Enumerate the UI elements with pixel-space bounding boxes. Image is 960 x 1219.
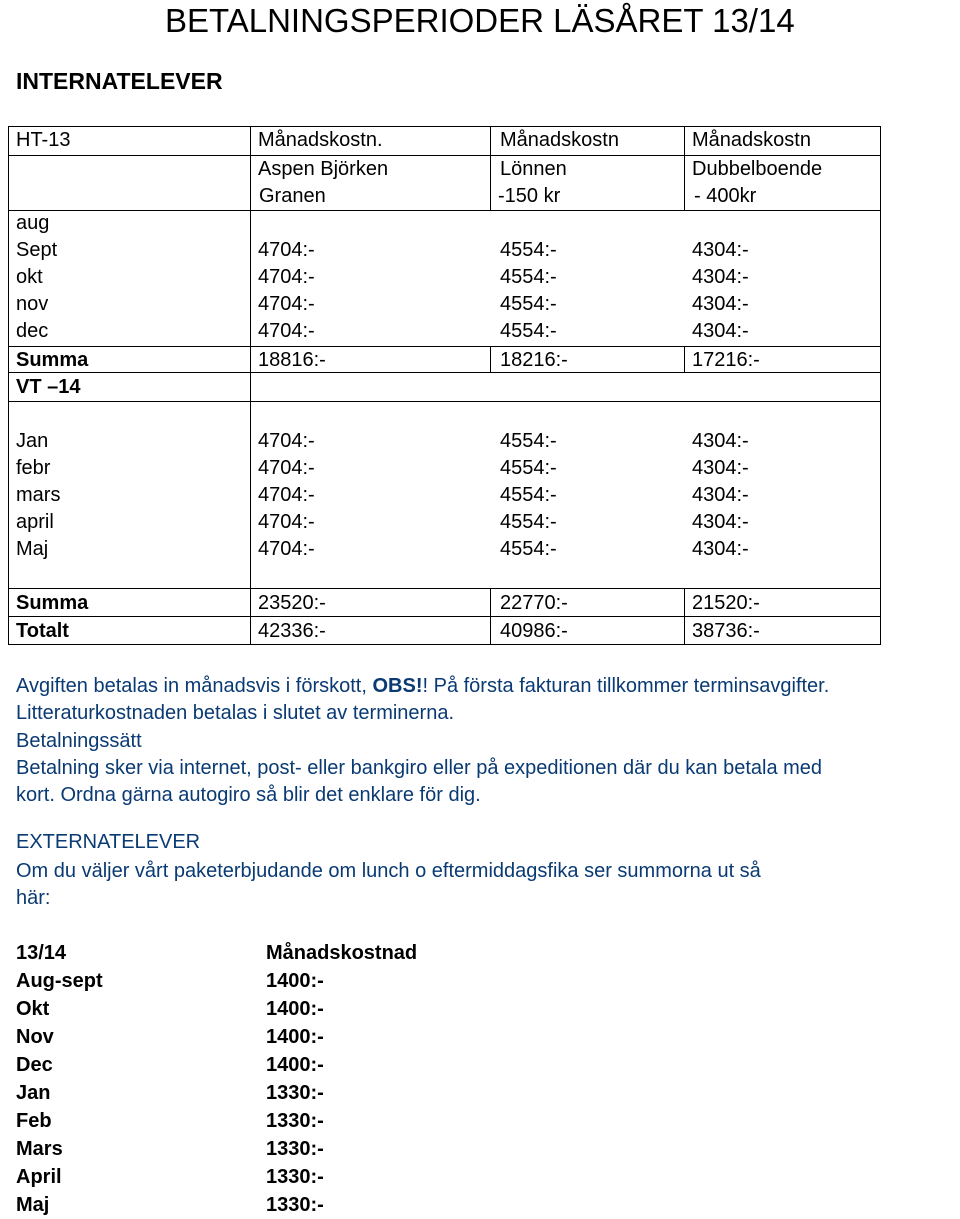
period-label-ht13: HT-13 xyxy=(16,129,71,151)
summa-value: 18216:- xyxy=(500,349,568,371)
ext-row-value: 1330:- xyxy=(266,1166,324,1188)
table-border xyxy=(684,126,685,210)
cell-value: 4704:- xyxy=(258,293,315,315)
ext-row-value: 1400:- xyxy=(266,998,324,1020)
cell-value: 4304:- xyxy=(692,457,749,479)
month-label: dec xyxy=(16,320,49,342)
cell-value: 4304:- xyxy=(692,266,749,288)
cell-value: 4554:- xyxy=(500,430,557,452)
totalt-label: Totalt xyxy=(16,620,69,642)
col-subheader-1a: Aspen Björken xyxy=(258,158,389,180)
table-border xyxy=(490,588,491,645)
cell-value: 4704:- xyxy=(258,430,315,452)
summa-label: Summa xyxy=(16,349,89,371)
table-border xyxy=(490,126,491,210)
note-package-offer-cont: här: xyxy=(16,887,51,909)
summa-value: 23520:- xyxy=(258,592,326,614)
heading-betalningssatt: Betalningssätt xyxy=(16,730,142,752)
table-border xyxy=(250,126,251,645)
ext-row-value: 1330:- xyxy=(266,1082,324,1104)
cell-value: 4304:- xyxy=(692,293,749,315)
ext-row-value: 1400:- xyxy=(266,1054,324,1076)
totalt-value: 40986:- xyxy=(500,620,568,642)
note-text: Avgiften betalas in månadsvis i förskott, xyxy=(16,675,373,697)
summa-value: 21520:- xyxy=(692,592,760,614)
ext-header-cost: Månadskostnad xyxy=(266,942,418,964)
cell-value: 4554:- xyxy=(500,293,557,315)
table-border xyxy=(8,616,881,617)
cell-value: 4704:- xyxy=(258,320,315,342)
note-literature: Litteraturkostnaden betalas i slutet av terminerna. xyxy=(16,702,455,724)
ext-row-label: Okt xyxy=(16,998,50,1020)
ext-row-label: Feb xyxy=(16,1110,52,1132)
month-label: Sept xyxy=(16,239,58,261)
cell-value: 4704:- xyxy=(258,239,315,261)
ext-row-value: 1400:- xyxy=(266,1026,324,1048)
ext-row-label: Maj xyxy=(16,1194,50,1216)
fee-table xyxy=(8,126,881,645)
month-label: febr xyxy=(16,457,51,479)
summa-value: 17216:- xyxy=(692,349,760,371)
table-border xyxy=(8,210,881,211)
period-label-vt14: VT –14 xyxy=(16,376,81,398)
table-border xyxy=(8,126,9,645)
summa-value: 18816:- xyxy=(258,349,326,371)
col-subheader-2a: Lönnen xyxy=(500,158,567,180)
ext-row-label: Nov xyxy=(16,1026,54,1048)
summa-label: Summa xyxy=(16,592,89,614)
heading-externatelever: EXTERNATELEVER xyxy=(16,831,201,853)
cell-value: 4304:- xyxy=(692,320,749,342)
obs-label: OBS! xyxy=(372,675,423,697)
table-border xyxy=(8,588,881,589)
table-border xyxy=(684,346,685,372)
ext-header-period: 13/14 xyxy=(16,942,67,964)
note-payment-methods-cont: kort. Ordna gärna autogiro så blir det enklare för dig. xyxy=(16,784,481,806)
col-subheader-3a: Dubbelboende xyxy=(692,158,823,180)
cell-value: 4304:- xyxy=(692,239,749,261)
cell-value: 4554:- xyxy=(500,457,557,479)
ext-row-label: Jan xyxy=(16,1082,51,1104)
cell-value: 4304:- xyxy=(692,484,749,506)
cell-value: 4554:- xyxy=(500,320,557,342)
month-label: aug xyxy=(16,212,50,234)
cell-value: 4704:- xyxy=(258,457,315,479)
cell-value: 4554:- xyxy=(500,266,557,288)
month-label: april xyxy=(16,511,54,533)
ext-row-label: April xyxy=(16,1166,62,1188)
ext-row-value: 1400:- xyxy=(266,970,324,992)
cell-value: 4554:- xyxy=(500,538,557,560)
ext-row-value: 1330:- xyxy=(266,1138,324,1160)
note-text: ! På första fakturan tillkommer terminsavgifter. xyxy=(422,675,830,697)
month-label: Maj xyxy=(16,538,49,560)
ext-row-label: Aug-sept xyxy=(16,970,103,992)
table-border xyxy=(8,401,881,402)
month-label: Jan xyxy=(16,430,49,452)
table-border xyxy=(8,644,881,645)
cell-value: 4704:- xyxy=(258,266,315,288)
col-header-1: Månadskostn. xyxy=(258,129,383,151)
summa-value: 22770:- xyxy=(500,592,568,614)
cell-value: 4554:- xyxy=(500,511,557,533)
note-payment-methods: Betalning sker via internet, post- eller bankgiro eller på expeditionen där du kan betala med xyxy=(16,757,823,779)
section-heading-internatelever: INTERNATELEVER xyxy=(16,68,223,94)
table-border xyxy=(880,126,881,645)
cell-value: 4304:- xyxy=(692,511,749,533)
ext-row-label: Dec xyxy=(16,1054,53,1076)
note-package-offer: Om du väljer vårt paketerbjudande om lunch o eftermiddagsfika ser summorna ut så xyxy=(16,860,761,882)
cell-value: 4554:- xyxy=(500,239,557,261)
totalt-value: 42336:- xyxy=(258,620,326,642)
col-header-2: Månadskostn xyxy=(500,129,619,151)
month-label: mars xyxy=(16,484,61,506)
col-subheader-1b: Granen xyxy=(259,185,326,207)
table-border xyxy=(684,588,685,645)
ext-row-value: 1330:- xyxy=(266,1110,324,1132)
col-subheader-2b: -150 kr xyxy=(498,185,561,207)
cell-value: 4704:- xyxy=(258,511,315,533)
cell-value: 4554:- xyxy=(500,484,557,506)
totalt-value: 38736:- xyxy=(692,620,760,642)
col-subheader-3b: - 400kr xyxy=(694,185,757,207)
cell-value: 4704:- xyxy=(258,538,315,560)
table-border xyxy=(490,346,491,372)
month-label: okt xyxy=(16,266,43,288)
col-header-3: Månadskostn xyxy=(692,129,811,151)
ext-row-value: 1330:- xyxy=(266,1194,324,1216)
month-label: nov xyxy=(16,293,49,315)
cell-value: 4304:- xyxy=(692,538,749,560)
cell-value: 4304:- xyxy=(692,430,749,452)
page-title: BETALNINGSPERIODER LÄSÅRET 13/14 xyxy=(165,2,795,39)
cell-value: 4704:- xyxy=(258,484,315,506)
ext-row-label: Mars xyxy=(16,1138,63,1160)
note-payment-advance xyxy=(16,673,829,699)
